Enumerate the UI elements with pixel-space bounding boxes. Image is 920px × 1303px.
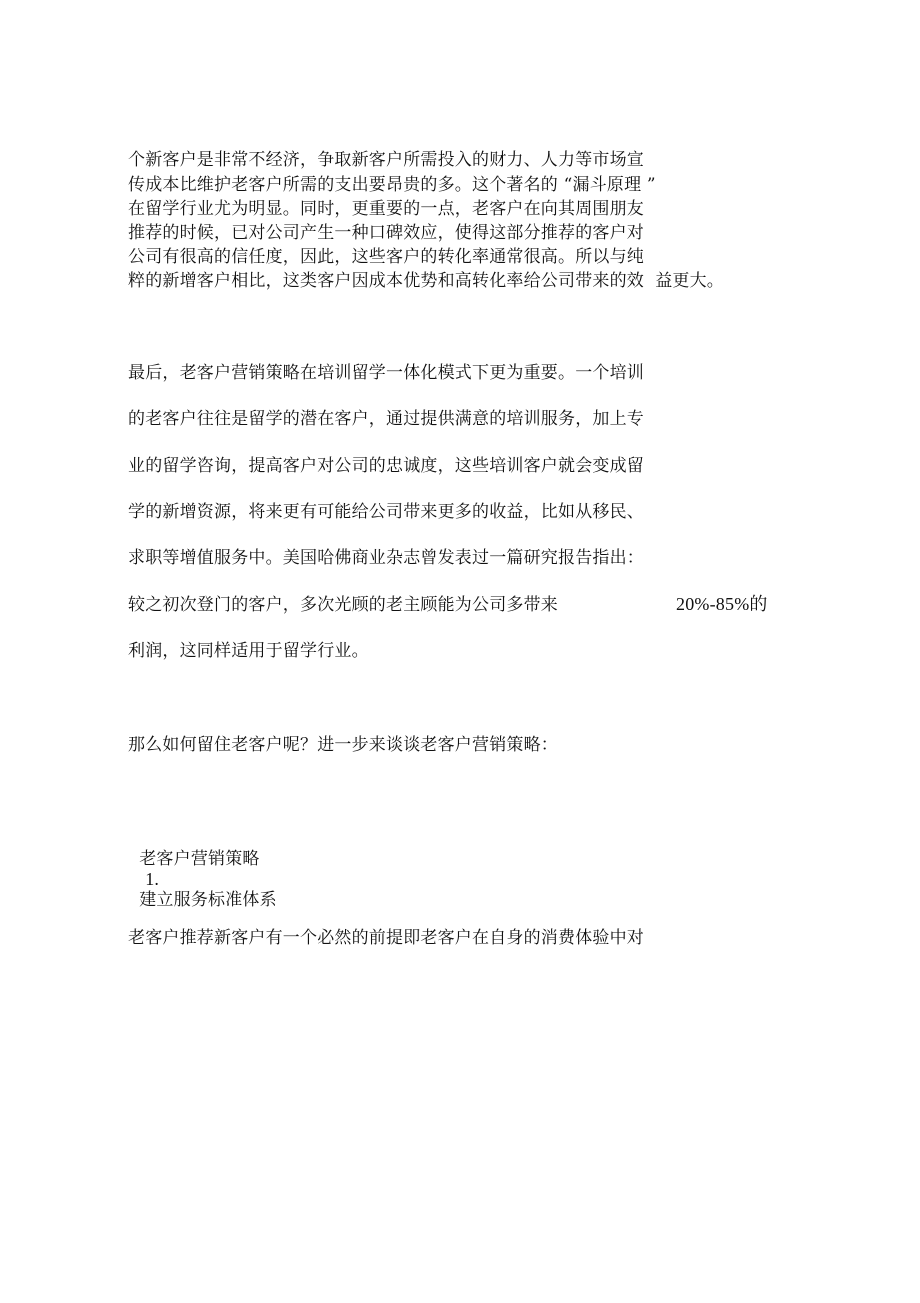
percentage-range: 20%-85%的 — [676, 594, 768, 614]
section-heading-number: 1. — [145, 869, 160, 889]
paragraph-1-line: 个新客户是非常不经济，争取新客户所需投入的财力、人力等市场宣 — [128, 150, 644, 170]
paragraph-2-line: 较之初次登门的客户，多次光顾的老主顾能为公司多带来 — [128, 595, 558, 615]
paragraph-2-line: 利润，这同样适用于留学行业。 — [128, 641, 369, 661]
paragraph-3: 那么如何留住老客户呢？进一步来谈谈老客户营销策略： — [128, 735, 558, 755]
paragraph-2-line: 最后，老客户营销策略在培训留学一体化模式下更为重要。一个培训 — [128, 363, 644, 383]
paragraph-4: 老客户推荐新客户有一个必然的前提即老客户在自身的消费体验中对 — [128, 928, 644, 948]
paragraph-1-line: 在留学行业尤为明显。同时，更重要的一点，老客户在向其周围朋友 — [128, 199, 644, 219]
paragraph-1-line: 传成本比维护老客户所需的支出要昂贵的多。这个著名的 “漏斗原理 ” — [128, 175, 656, 195]
paragraph-1-line: 推荐的时候，已对公司产生一种口碑效应，使得这部分推荐的客户对 — [128, 223, 644, 243]
section-heading-prefix: 老客户营销策略 — [139, 849, 260, 869]
paragraph-2-line: 求职等增值服务中。美国哈佛商业杂志曾发表过一篇研究报告指出： — [128, 548, 644, 568]
paragraph-1-line: 粹的新增客户相比，这类客户因成本优势和高转化率给公司带来的效 益更大。 — [128, 271, 725, 291]
section-heading — [128, 829, 277, 910]
paragraph-2-line: 学的新增资源，将来更有可能给公司带来更多的收益，比如从移民、 — [128, 502, 644, 522]
section-heading-title: 建立服务标准体系 — [139, 890, 277, 910]
paragraph-2-line: 的老客户往往是留学的潜在客户，通过提供满意的培训服务，加上专 — [128, 409, 644, 429]
paragraph-2-line: 业的留学咨询，提高客户对公司的忠诚度，这些培训客户就会变成留 — [128, 456, 644, 476]
paragraph-1-line: 公司有很高的信任度，因此，这些客户的转化率通常很高。所以与纯 — [128, 247, 644, 267]
